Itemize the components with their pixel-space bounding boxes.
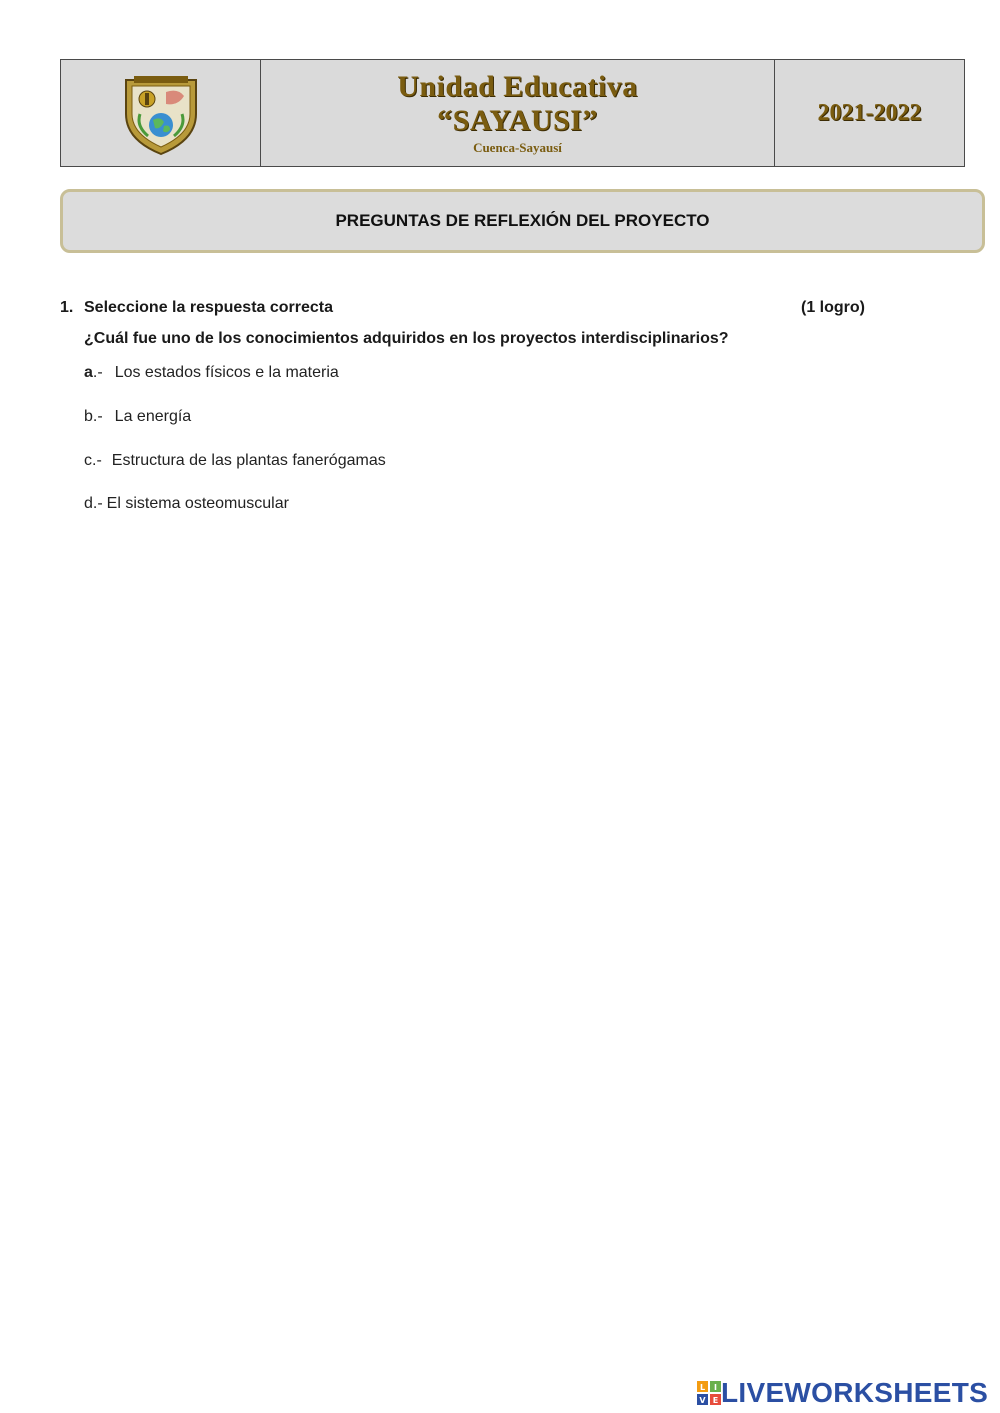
option-d-text: El sistema osteomuscular xyxy=(106,495,289,512)
liveworksheets-logo-icon xyxy=(697,1381,721,1405)
school-name: Unidad Educativa xyxy=(397,70,638,103)
header-table xyxy=(60,59,965,167)
school-crest-icon xyxy=(120,70,202,156)
option-a-letter: a xyxy=(84,364,93,381)
option-a-sep: .- xyxy=(92,364,103,381)
option-a-text: Los estados físicos e la materia xyxy=(114,364,339,381)
school-name-cell xyxy=(261,60,775,166)
svg-text:E: E xyxy=(712,1396,719,1405)
svg-text:I: I xyxy=(714,1383,717,1392)
question-instruction-line xyxy=(60,299,333,317)
question-text: ¿Cuál fue uno de los conocimientos adquiridos en los proyectos interdisciplinarios? xyxy=(84,330,729,347)
option-a[interactable] xyxy=(84,364,339,382)
option-c[interactable] xyxy=(84,452,386,470)
title-box xyxy=(60,189,985,253)
question-number: 1. xyxy=(60,299,74,316)
option-c-text: Estructura de las plantas fanerógamas xyxy=(111,452,386,469)
brand-name: LIVEWORKSHEETS xyxy=(721,1377,989,1408)
question-header xyxy=(60,297,865,319)
question-score: (1 logro) xyxy=(801,299,865,316)
school-year: 2021-2022 xyxy=(817,99,922,126)
question-instruction: Seleccione la respuesta correcta xyxy=(84,299,334,316)
svg-text:L: L xyxy=(699,1383,706,1392)
year-cell xyxy=(775,60,964,166)
school-location: Cuenca-Sayausí xyxy=(473,140,562,155)
svg-text:V: V xyxy=(699,1396,706,1405)
footer-brand[interactable] xyxy=(697,1378,988,1408)
school-short-name: “SAYAUSI” xyxy=(437,104,598,137)
option-b[interactable] xyxy=(84,408,191,426)
page-title: PREGUNTAS DE REFLEXIÓN DEL PROYECTO xyxy=(335,211,710,230)
option-c-letter: c.- xyxy=(84,452,102,469)
logo-cell xyxy=(61,60,261,166)
option-b-letter: b.- xyxy=(84,408,103,425)
option-b-text: La energía xyxy=(114,408,192,425)
option-d-letter: d.- xyxy=(84,495,103,512)
option-d[interactable] xyxy=(84,495,289,513)
